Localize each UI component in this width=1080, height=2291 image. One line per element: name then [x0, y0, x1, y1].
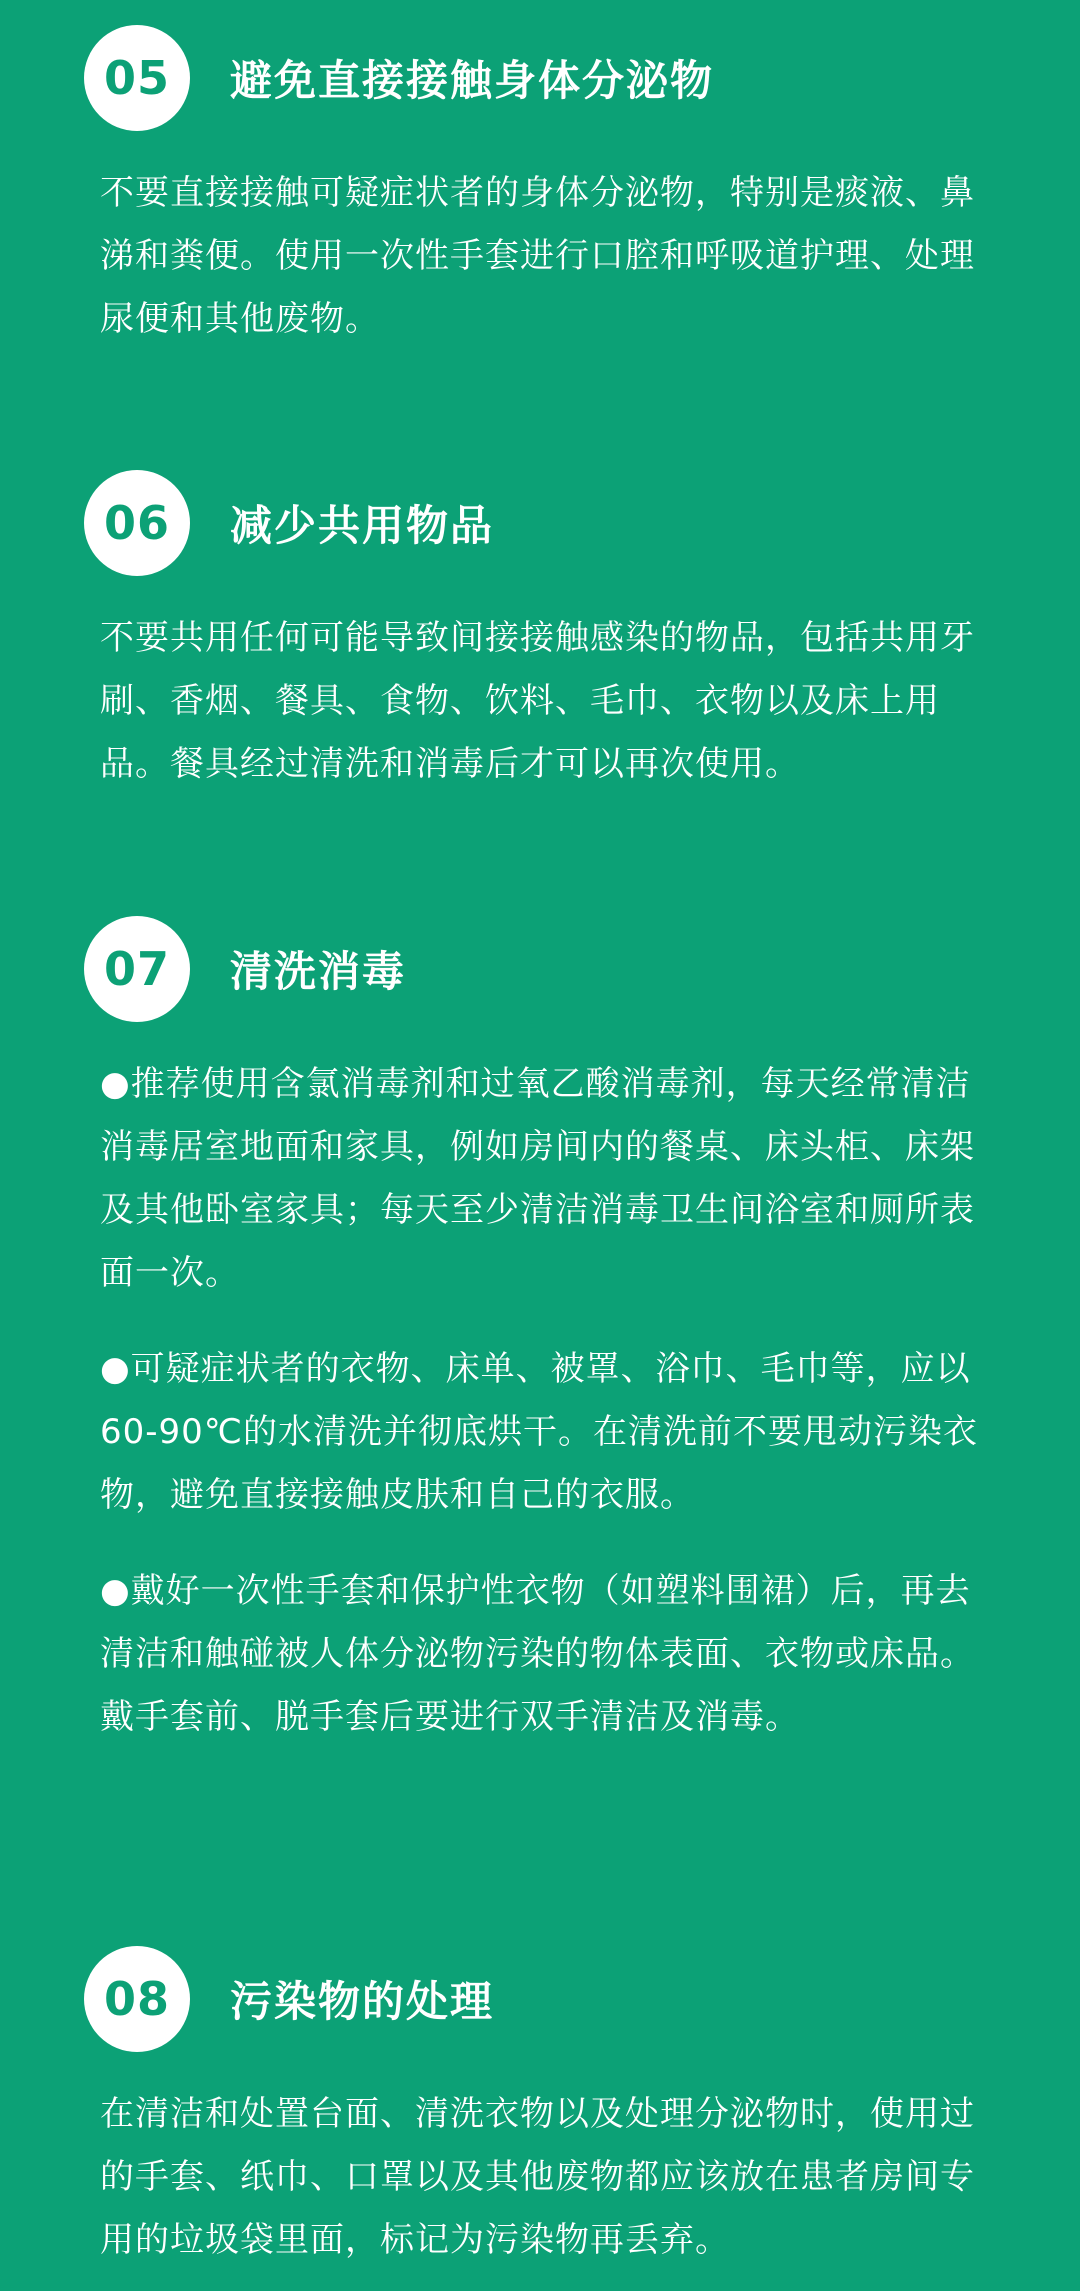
section-paragraph: 在清洁和处置台面、清洗衣物以及处理分泌物时，使用过的手套、纸巾、口罩以及其他废物都应该放在患者房间专用的垃圾袋里面，标记为污染物再丢弃。 — [100, 2094, 975, 2260]
section-number-badge: 07 — [84, 916, 190, 1022]
section-header — [84, 915, 406, 1023]
section-header — [84, 469, 494, 577]
section-number-badge: 08 — [84, 1946, 190, 2052]
section-paragraph: ●推荐使用含氯消毒剂和过氧乙酸消毒剂，每天经常清洁消毒居室地面和家具，例如房间内的餐桌、床头柜、床架及其他卧室家具；每天至少清洁消毒卫生间浴室和厕所表面一次。 — [100, 1064, 975, 1293]
section-body — [100, 1053, 980, 1749]
section-body — [100, 162, 980, 351]
section-body — [100, 2083, 980, 2272]
section-title: 清洗消毒 — [230, 947, 407, 996]
section-number-badge: 05 — [84, 25, 190, 131]
section-title: 减少共用物品 — [230, 501, 495, 550]
section-header — [84, 24, 714, 132]
section-paragraph: ●戴好一次性手套和保护性衣物（如塑料围裙）后，再去清洁和触碰被人体分泌物污染的物体表面、衣物或床品。戴手套前、脱手套后要进行双手清洁及消毒。 — [100, 1571, 975, 1737]
section-paragraph: 不要共用任何可能导致间接接触感染的物品，包括共用牙刷、香烟、餐具、食物、饮料、毛巾、衣物以及床上用品。餐具经过清洗和消毒后才可以再次使用。 — [100, 618, 975, 784]
section-number-badge: 06 — [84, 470, 190, 576]
section-title: 避免直接接触身体分泌物 — [230, 56, 715, 105]
section-paragraph: ●可疑症状者的衣物、床单、被罩、浴巾、毛巾等，应以60-90℃的水清洗并彻底烘干。在清洗前不要甩动污染衣物，避免直接接触皮肤和自己的衣服。 — [100, 1349, 978, 1515]
section-body — [100, 607, 980, 796]
section-title: 污染物的处理 — [230, 1977, 495, 2026]
section-header — [84, 1945, 494, 2053]
section-paragraph: 不要直接接触可疑症状者的身体分泌物，特别是痰液、鼻涕和粪便。使用一次性手套进行口腔和呼吸道护理、处理尿便和其他废物。 — [100, 173, 975, 339]
